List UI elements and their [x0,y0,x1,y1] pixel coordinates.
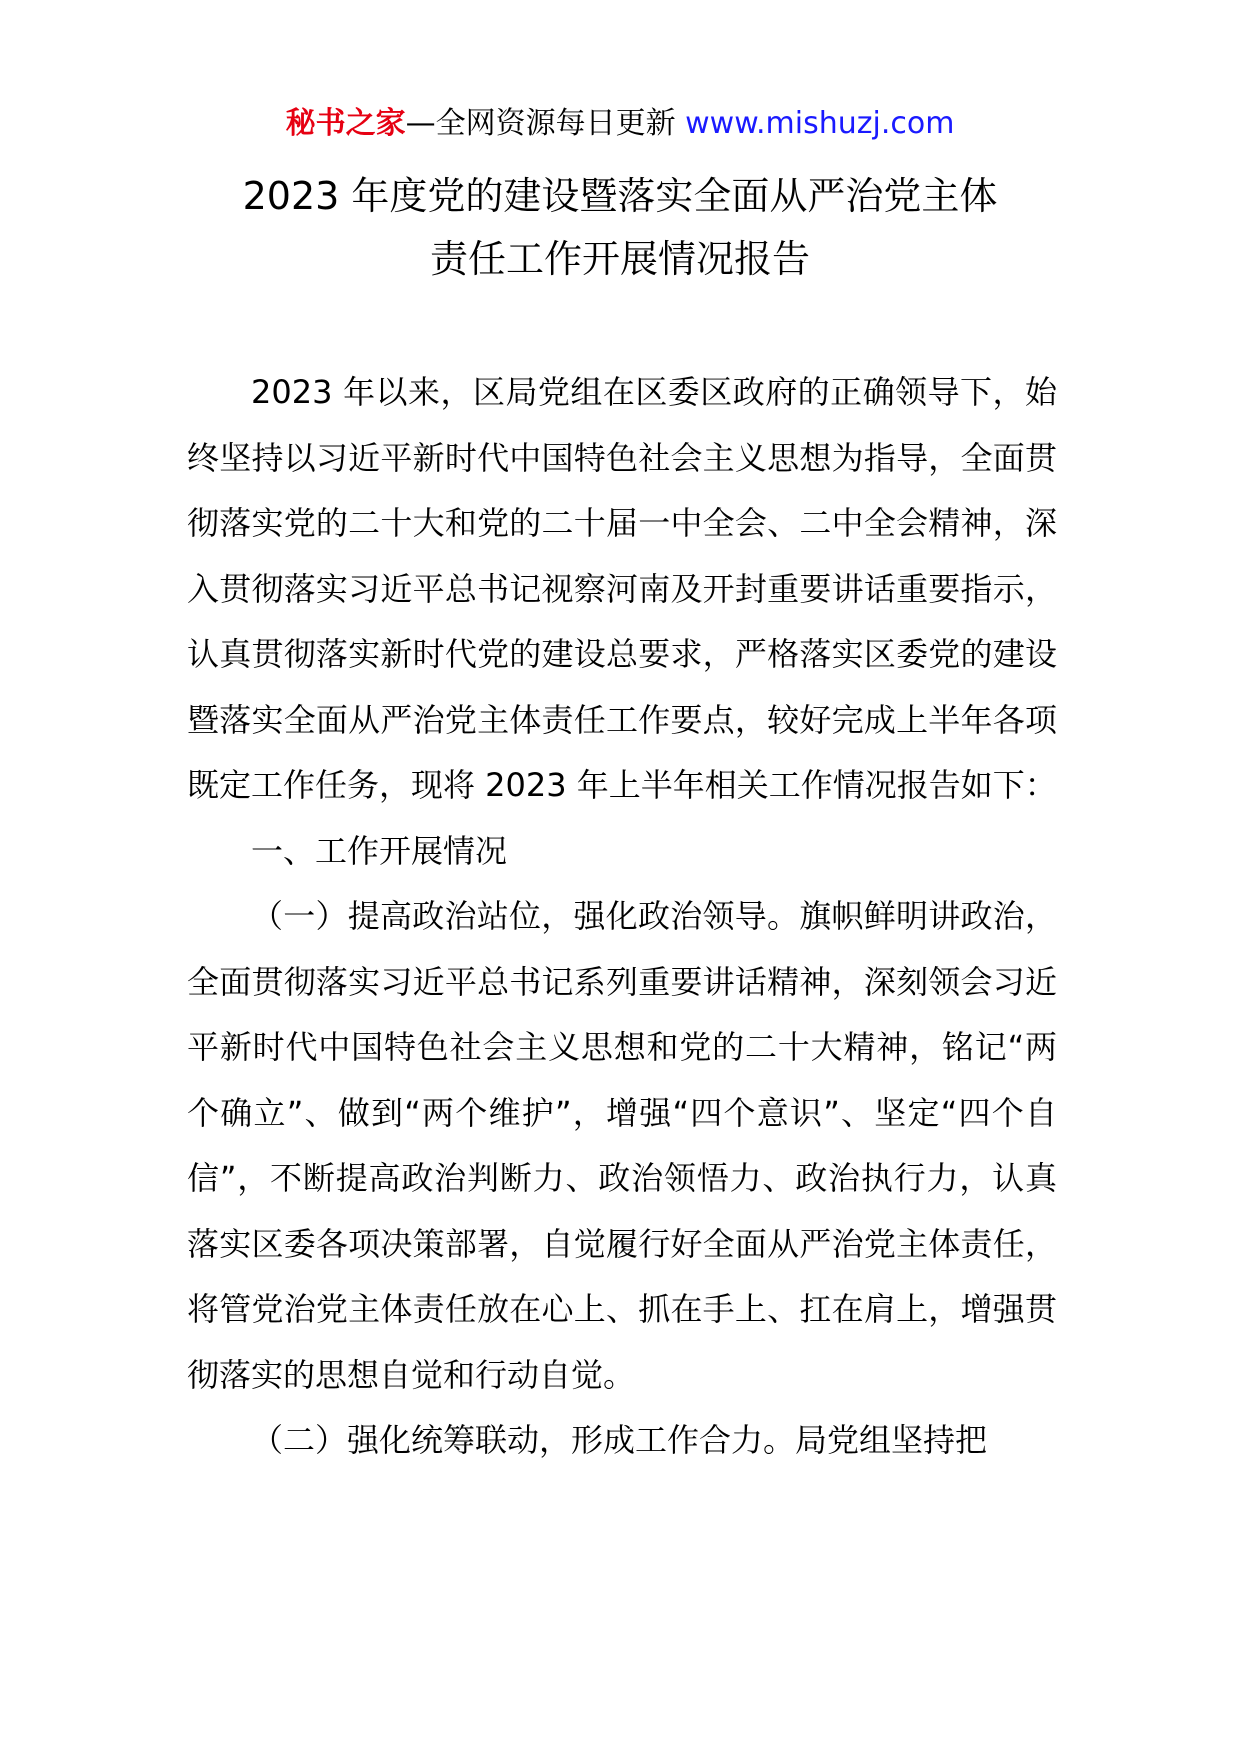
watermark-brand: 秘书之家 [285,106,406,141]
document-title [0,165,1240,291]
section-heading: 一、工作开展情况 [251,831,508,870]
title-line-2: 责任工作开展情况报告 [429,237,810,281]
title-line-1: 2023 年度党的建设暨落实全面从严治党主体 [242,174,998,218]
watermark-header [0,104,1240,144]
document-body [187,360,1057,1474]
watermark-url[interactable]: www.mishuzj.com [685,106,955,141]
intro-paragraph: 2023 年以来，区局党组在区委区政府的正确领导下，始终坚持以习近平新时代中国特色社会主义思想为指导，全面贯彻落实党的二十大和党的二十届一中全会、二中全会精神，深入贯彻落实习近平总书记视察河南及开封重要讲话重要指示，认真贯彻落实新时代党的建设总要求，严格落实区委党的建设暨落实全面从严治党主体责任工作要点，较好完成上半年各项既定工作任务，现将 2023 年上半年相关工作情况报告如下： [187,373,1057,804]
body-paragraph-1: （一）提高政治站位，强化政治领导。旗帜鲜明讲政治，全面贯彻落实习近平总书记系列重要讲话精神，深刻领会习近平新时代中国特色社会主义思想和党的二十大精神，铭记“两个确立”、做到“两个维护”，增强“四个意识”、坚定“四个自信”，不断提高政治判断力、政治领悟力、政治执行力，认真落实区委各项决策部署，自觉履行好全面从严治党主体责任，将管党治党主体责任放在心上、抓在手上、扛在肩上，增强贯彻落实的思想自觉和行动自觉。 [187,897,1057,1394]
body-paragraph-2: （二）强化统筹联动，形成工作合力。局党组坚持把 [251,1421,988,1459]
watermark-slogan: —全网资源每日更新 [405,106,686,141]
